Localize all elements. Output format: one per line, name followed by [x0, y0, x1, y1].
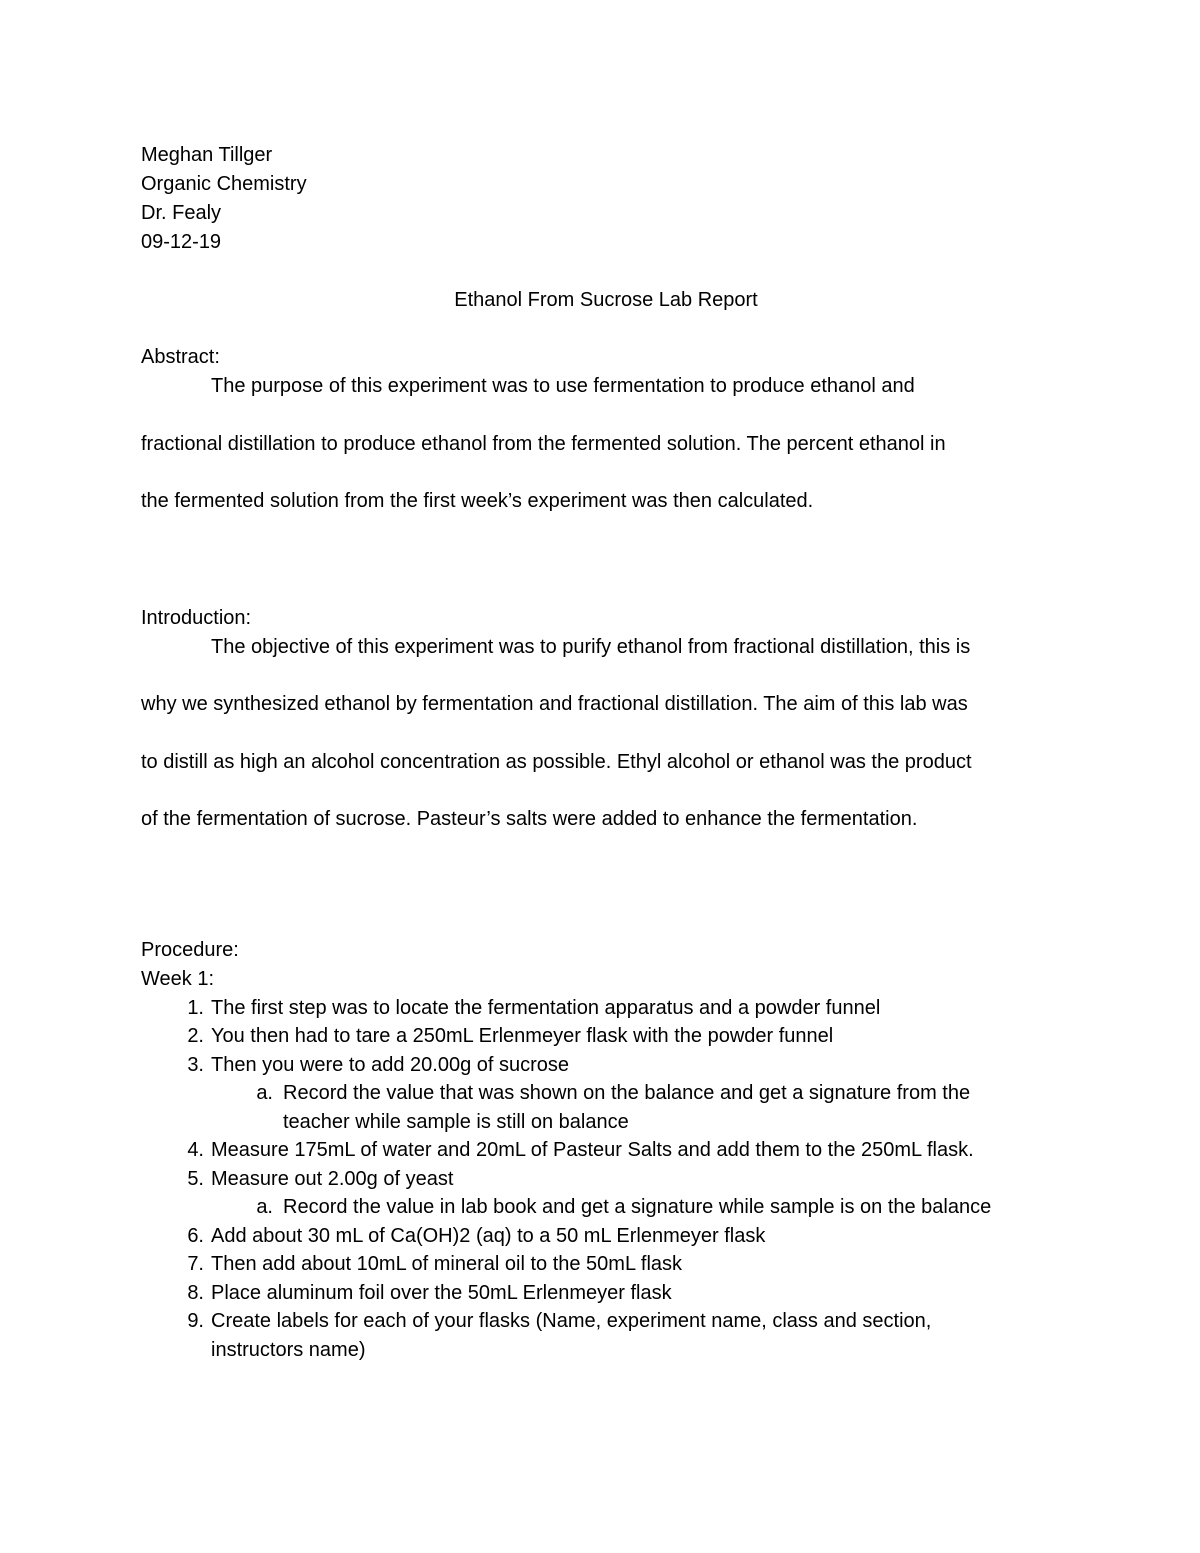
document-content	[141, 141, 1061, 1364]
introduction-heading: Introduction:	[141, 606, 252, 629]
list-item	[141, 1307, 1061, 1364]
step-text: Measure 175mL of water and 20mL of Pasteur Salts and add them to the 250mL flask.	[211, 1139, 974, 1161]
course-name: Organic Chemistry	[141, 173, 307, 195]
author-name: Meghan Tillger	[141, 144, 273, 166]
list-item	[141, 1022, 1061, 1051]
sub-list-item	[141, 1079, 1061, 1136]
sub-step-text: teacher while sample is still on balance	[283, 1110, 629, 1133]
procedure-heading: Procedure:	[141, 938, 239, 961]
abstract-line: the fermented solution from the first week’s experiment was then calculated.	[141, 490, 814, 512]
step-text: Measure out 2.00g of yeast	[211, 1167, 454, 1190]
introduction-line: of the fermentation of sucrose. Pasteur’s salts were added to enhance the fermentation.	[141, 808, 918, 830]
procedure-steps	[141, 994, 1061, 1365]
sub-step-letter: a.	[256, 1196, 273, 1218]
step-text: instructors name)	[211, 1338, 366, 1361]
step-number: 1.	[187, 996, 204, 1019]
step-text: Then add about 10mL of mineral oil to the 50mL flask	[211, 1253, 683, 1275]
report-date: 09-12-19	[141, 231, 222, 253]
week-heading: Week 1:	[141, 967, 214, 990]
step-number: 3.	[187, 1053, 204, 1076]
sub-list-item	[141, 1193, 1061, 1222]
list-item	[141, 1051, 1061, 1137]
sub-step-text: Record the value that was shown on the balance and get a signature from the	[283, 1082, 971, 1104]
sub-step-letter: a.	[256, 1082, 273, 1104]
sub-steps	[211, 1193, 1061, 1222]
introduction-line: The objective of this experiment was to purify ethanol from fractional distillation, this is	[211, 635, 971, 658]
list-item	[141, 1222, 1061, 1251]
step-text: Then you were to add 20.00g of sucrose	[211, 1053, 570, 1076]
abstract-line: fractional distillation to produce ethanol from the fermented solution. The percent ethanol in	[141, 432, 946, 455]
step-number: 4.	[187, 1139, 204, 1161]
list-item	[141, 1279, 1061, 1308]
step-text: The first step was to locate the fermentation apparatus and a powder funnel	[211, 996, 881, 1019]
step-number: 5.	[187, 1167, 204, 1190]
step-text: Place aluminum foil over the 50mL Erlenmeyer flask	[211, 1281, 672, 1304]
abstract-heading: Abstract:	[141, 346, 220, 368]
step-text: Add about 30 mL of Ca(OH)2 (aq) to a 50 mL Erlenmeyer flask	[211, 1224, 766, 1247]
list-item	[141, 1250, 1061, 1279]
step-number: 8.	[187, 1281, 204, 1304]
introduction-paragraph	[141, 619, 1061, 849]
report-title: Ethanol From Sucrose Lab Report	[454, 289, 758, 311]
introduction-line: to distill as high an alcohol concentration as possible. Ethyl alcohol or ethanol was the product	[141, 750, 972, 773]
list-item	[141, 994, 1061, 1023]
step-number: 7.	[187, 1253, 204, 1275]
list-item	[141, 1165, 1061, 1222]
introduction-line: why we synthesized ethanol by fermentation and fractional distillation. The aim of this lab was	[141, 693, 968, 715]
step-number: 9.	[187, 1310, 204, 1332]
step-number: 2.	[187, 1025, 204, 1047]
sub-step-text: Record the value in lab book and get a signature while sample is on the balance	[283, 1196, 992, 1218]
abstract-line: The purpose of this experiment was to use fermentation to produce ethanol and	[211, 375, 915, 397]
step-number: 6.	[187, 1224, 204, 1247]
list-item	[141, 1136, 1061, 1165]
abstract-paragraph	[141, 358, 1061, 531]
step-text: You then had to tare a 250mL Erlenmeyer flask with the powder funnel	[211, 1025, 834, 1047]
instructor-name: Dr. Fealy	[141, 202, 222, 224]
sub-steps	[211, 1079, 1061, 1136]
step-text: Create labels for each of your flasks (Name, experiment name, class and section,	[211, 1310, 932, 1332]
